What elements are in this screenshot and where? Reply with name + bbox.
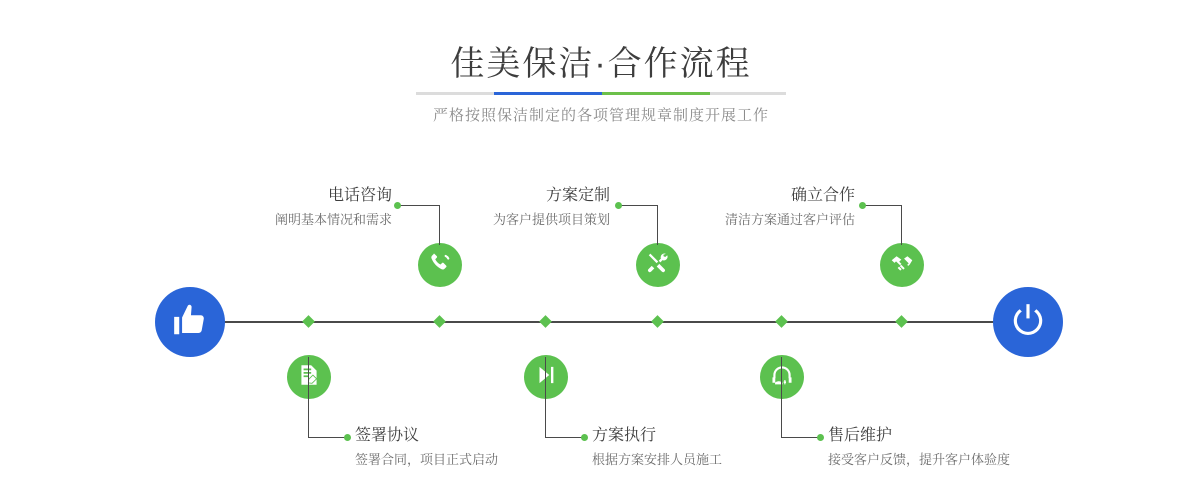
connector-dot-2	[344, 434, 351, 441]
tools-icon	[645, 250, 671, 281]
thumbs-up-icon	[171, 301, 209, 344]
phone-ring-icon	[427, 250, 453, 281]
connector-vertical-1	[439, 205, 440, 245]
axis-marker-5	[895, 315, 908, 328]
connector-horizontal-6	[781, 437, 819, 438]
step-label-2	[355, 426, 498, 470]
axis-marker-3	[651, 315, 664, 328]
headset-add-icon	[769, 362, 795, 393]
connector-vertical-6	[781, 357, 782, 437]
connector-horizontal-1	[399, 205, 440, 206]
divider-segment-blue	[494, 92, 602, 95]
axis-marker-4	[539, 315, 552, 328]
step-desc-3: 为客户提供项目策划	[492, 212, 610, 227]
step-node-3	[636, 243, 680, 287]
step-title-3: 方案定制	[545, 187, 610, 204]
step-title-6: 售后维护	[828, 427, 893, 444]
document-edit-icon	[296, 362, 322, 393]
page-title: 佳美保洁·合作流程	[450, 45, 752, 83]
step-desc-6: 接受客户反馈，提升客户体验度	[828, 452, 1011, 467]
step-node-2	[287, 355, 331, 399]
step-title-1: 电话咨询	[327, 187, 392, 204]
connector-vertical-4	[545, 357, 546, 437]
step-node-4	[524, 355, 568, 399]
connector-horizontal-2	[308, 437, 346, 438]
connector-vertical-3	[657, 205, 658, 245]
step-node-6	[760, 355, 804, 399]
connector-horizontal-5	[864, 205, 902, 206]
step-label-3	[455, 186, 610, 230]
power-icon	[1009, 301, 1047, 344]
step-label-6	[828, 426, 1010, 470]
step-desc-2: 签署合同，项目正式启动	[355, 452, 499, 467]
step-desc-4: 根据方案安排人员施工	[592, 452, 723, 467]
axis-marker-1	[433, 315, 446, 328]
timeline-start-badge	[155, 287, 225, 357]
connector-vertical-5	[901, 205, 902, 245]
divider-segment-green	[602, 92, 710, 95]
connector-dot-6	[817, 434, 824, 441]
step-node-5	[880, 243, 924, 287]
connector-dot-1	[394, 202, 401, 209]
step-node-1	[418, 243, 462, 287]
handshake-icon	[889, 250, 915, 281]
axis-marker-2	[302, 315, 315, 328]
step-label-4	[592, 426, 722, 470]
connector-vertical-2	[308, 357, 309, 437]
step-desc-5: 清洁方案通过客户评估	[724, 212, 855, 227]
connector-dot-3	[615, 202, 622, 209]
title-divider	[416, 92, 786, 95]
page-subtitle: 严格按照保洁制定的各项管理规章制度开展工作	[432, 107, 769, 124]
step-label-5	[700, 186, 855, 230]
step-title-5: 确立合作	[790, 187, 855, 204]
connector-horizontal-3	[620, 205, 658, 206]
axis-marker-6	[775, 315, 788, 328]
connector-dot-5	[859, 202, 866, 209]
connector-horizontal-4	[545, 437, 583, 438]
step-desc-1: 阐明基本情况和需求	[274, 212, 392, 227]
play-next-icon	[533, 362, 559, 393]
timeline-end-badge	[993, 287, 1063, 357]
step-title-2: 签署协议	[355, 427, 420, 444]
step-title-4: 方案执行	[592, 427, 657, 444]
step-label-1	[252, 186, 392, 230]
connector-dot-4	[581, 434, 588, 441]
